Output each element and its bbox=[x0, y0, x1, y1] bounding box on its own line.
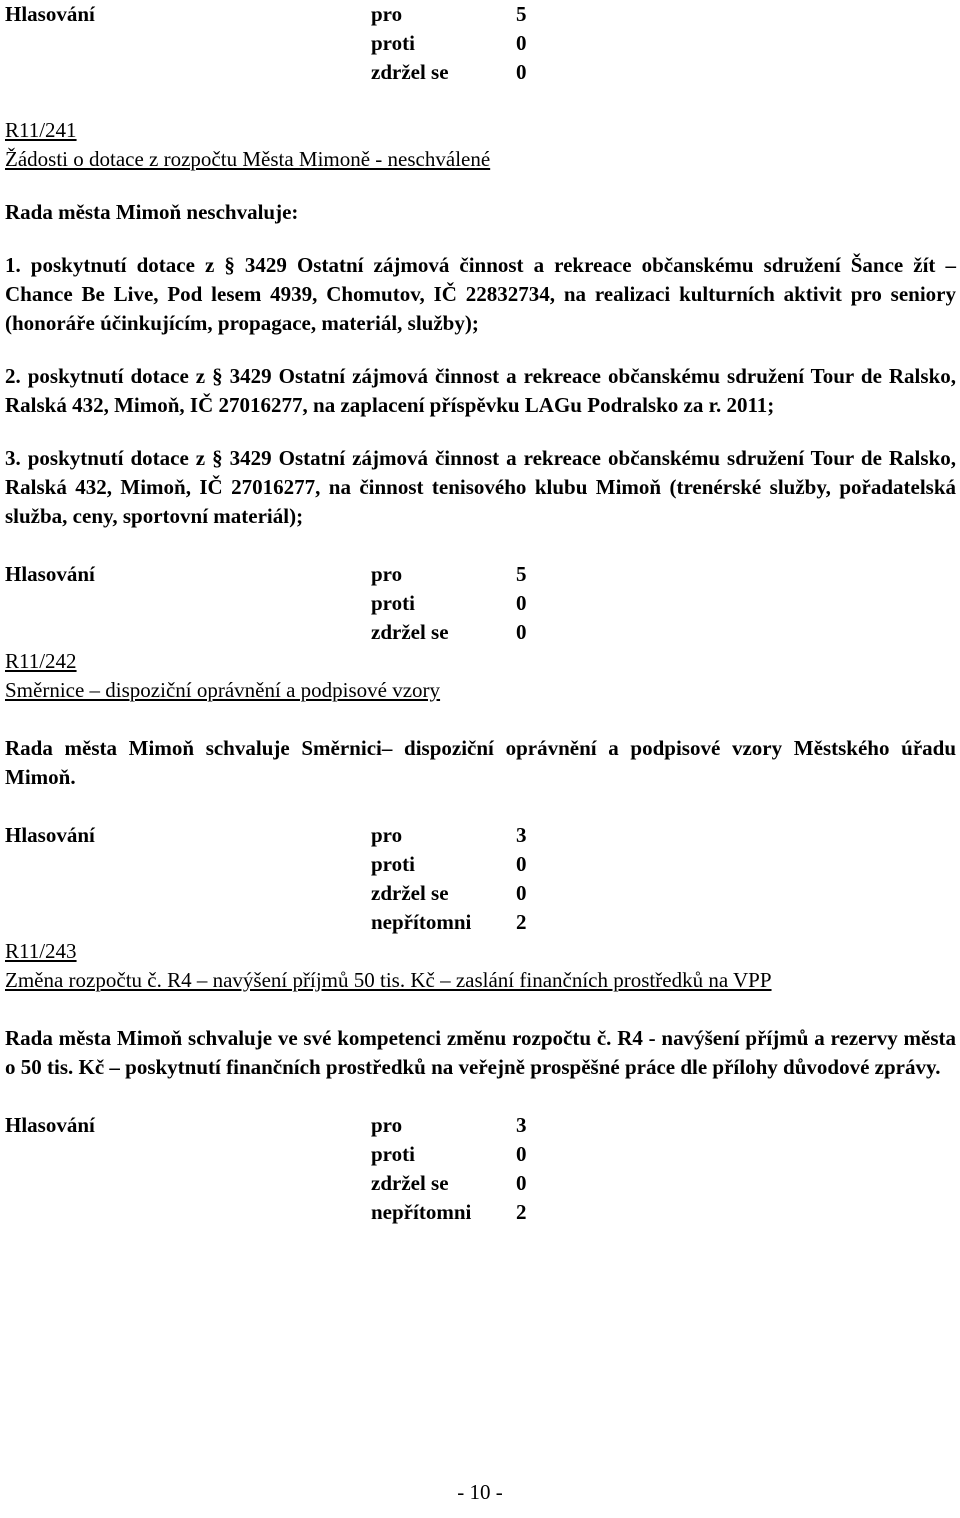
spacer bbox=[5, 87, 956, 116]
spacer bbox=[5, 227, 956, 251]
spacer bbox=[5, 420, 956, 444]
vote-row-proti: proti 0 bbox=[371, 591, 527, 615]
page-number: - 10 - bbox=[457, 1480, 503, 1504]
resolution-242 bbox=[5, 647, 956, 792]
vote-label: Hlasování bbox=[5, 823, 95, 847]
vote-row-proti: proti 0 bbox=[371, 852, 527, 876]
resolution-243 bbox=[5, 937, 956, 1082]
resolution-intro: Rada města Mimoň neschvaluje: bbox=[5, 200, 299, 224]
vote-label: Hlasování bbox=[5, 2, 95, 26]
resolution-text: Rada města Mimoň schvaluje ve své kompetenci změnu rozpočtu č. R4 - navýšení příjmů a rezervy města o 50 tis. Kč – poskytnutí finančních prostředků na veřejně prospěšné práce dle přílohy důvodové zprávy. bbox=[5, 1026, 956, 1079]
resolution-id: R11/241 bbox=[5, 118, 77, 142]
vote-block-4 bbox=[5, 1111, 956, 1227]
vote-row-pro: pro 5 bbox=[371, 2, 527, 26]
spacer bbox=[5, 995, 956, 1024]
resolution-item-3: 3. poskytnutí dotace z § 3429 Ostatní zájmová činnost a rekreace občanskému sdružení Tour de Ralsko, Ralská 432, Mimoň, IČ 27016277, na činnost tenisového klubu Mimoň (trenérské služby, pořadatelská služba, ceny, sportovní materiál); bbox=[5, 446, 956, 528]
resolution-id: R11/242 bbox=[5, 649, 77, 673]
vote-label: Hlasování bbox=[5, 1113, 95, 1137]
vote-block-2 bbox=[5, 560, 956, 647]
vote-row-pro: pro 3 bbox=[371, 1113, 527, 1137]
spacer bbox=[5, 705, 956, 734]
spacer bbox=[5, 1082, 956, 1111]
vote-block-1 bbox=[5, 0, 956, 87]
resolution-text: Rada města Mimoň schvaluje Směrnici– dispoziční oprávnění a podpisové vzory Městského úřadu Mimoň. bbox=[5, 736, 956, 789]
vote-row-neprit: nepřítomni 2 bbox=[371, 910, 527, 934]
spacer bbox=[5, 792, 956, 821]
spacer bbox=[5, 531, 956, 560]
vote-block-3 bbox=[5, 821, 956, 937]
resolution-title: Žádosti o dotace z rozpočtu Města Mimoně - neschválené bbox=[5, 147, 491, 171]
vote-row-zdrzel: zdržel se 0 bbox=[371, 1171, 527, 1195]
vote-row-proti: proti 0 bbox=[371, 1142, 527, 1166]
vote-row-proti: proti 0 bbox=[371, 31, 527, 55]
vote-row-neprit: nepřítomni 2 bbox=[371, 1200, 527, 1224]
spacer bbox=[5, 174, 956, 198]
vote-row-zdrzel: zdržel se 0 bbox=[371, 60, 527, 84]
vote-row-pro: pro 3 bbox=[371, 823, 527, 847]
resolution-item-2: 2. poskytnutí dotace z § 3429 Ostatní zájmová činnost a rekreace občanskému sdružení Tour de Ralsko, Ralská 432, Mimoň, IČ 27016277, na zaplacení příspěvku LAGu Podralsko za r. 2011; bbox=[5, 364, 956, 417]
vote-row-pro: pro 5 bbox=[371, 562, 527, 586]
vote-label: Hlasování bbox=[5, 562, 95, 586]
resolution-241 bbox=[5, 116, 956, 531]
vote-row-zdrzel: zdržel se 0 bbox=[371, 620, 527, 644]
resolution-title: Směrnice – dispoziční oprávnění a podpisové vzory bbox=[5, 678, 441, 702]
resolution-id: R11/243 bbox=[5, 939, 77, 963]
spacer bbox=[5, 338, 956, 362]
vote-row-zdrzel: zdržel se 0 bbox=[371, 881, 527, 905]
resolution-title: Změna rozpočtu č. R4 – navýšení příjmů 50 tis. Kč – zaslání finančních prostředků na VPP bbox=[5, 968, 772, 992]
resolution-item-1: 1. poskytnutí dotace z § 3429 Ostatní zájmová činnost a rekreace občanskému sdružení Šance žít – Chance Be Live, Pod lesem 4939, Chomutov, IČ 22832734, na realizaci kulturních aktivit pro seniory (honoráře účinkujícím, propagace, materiál, služby); bbox=[5, 253, 956, 335]
